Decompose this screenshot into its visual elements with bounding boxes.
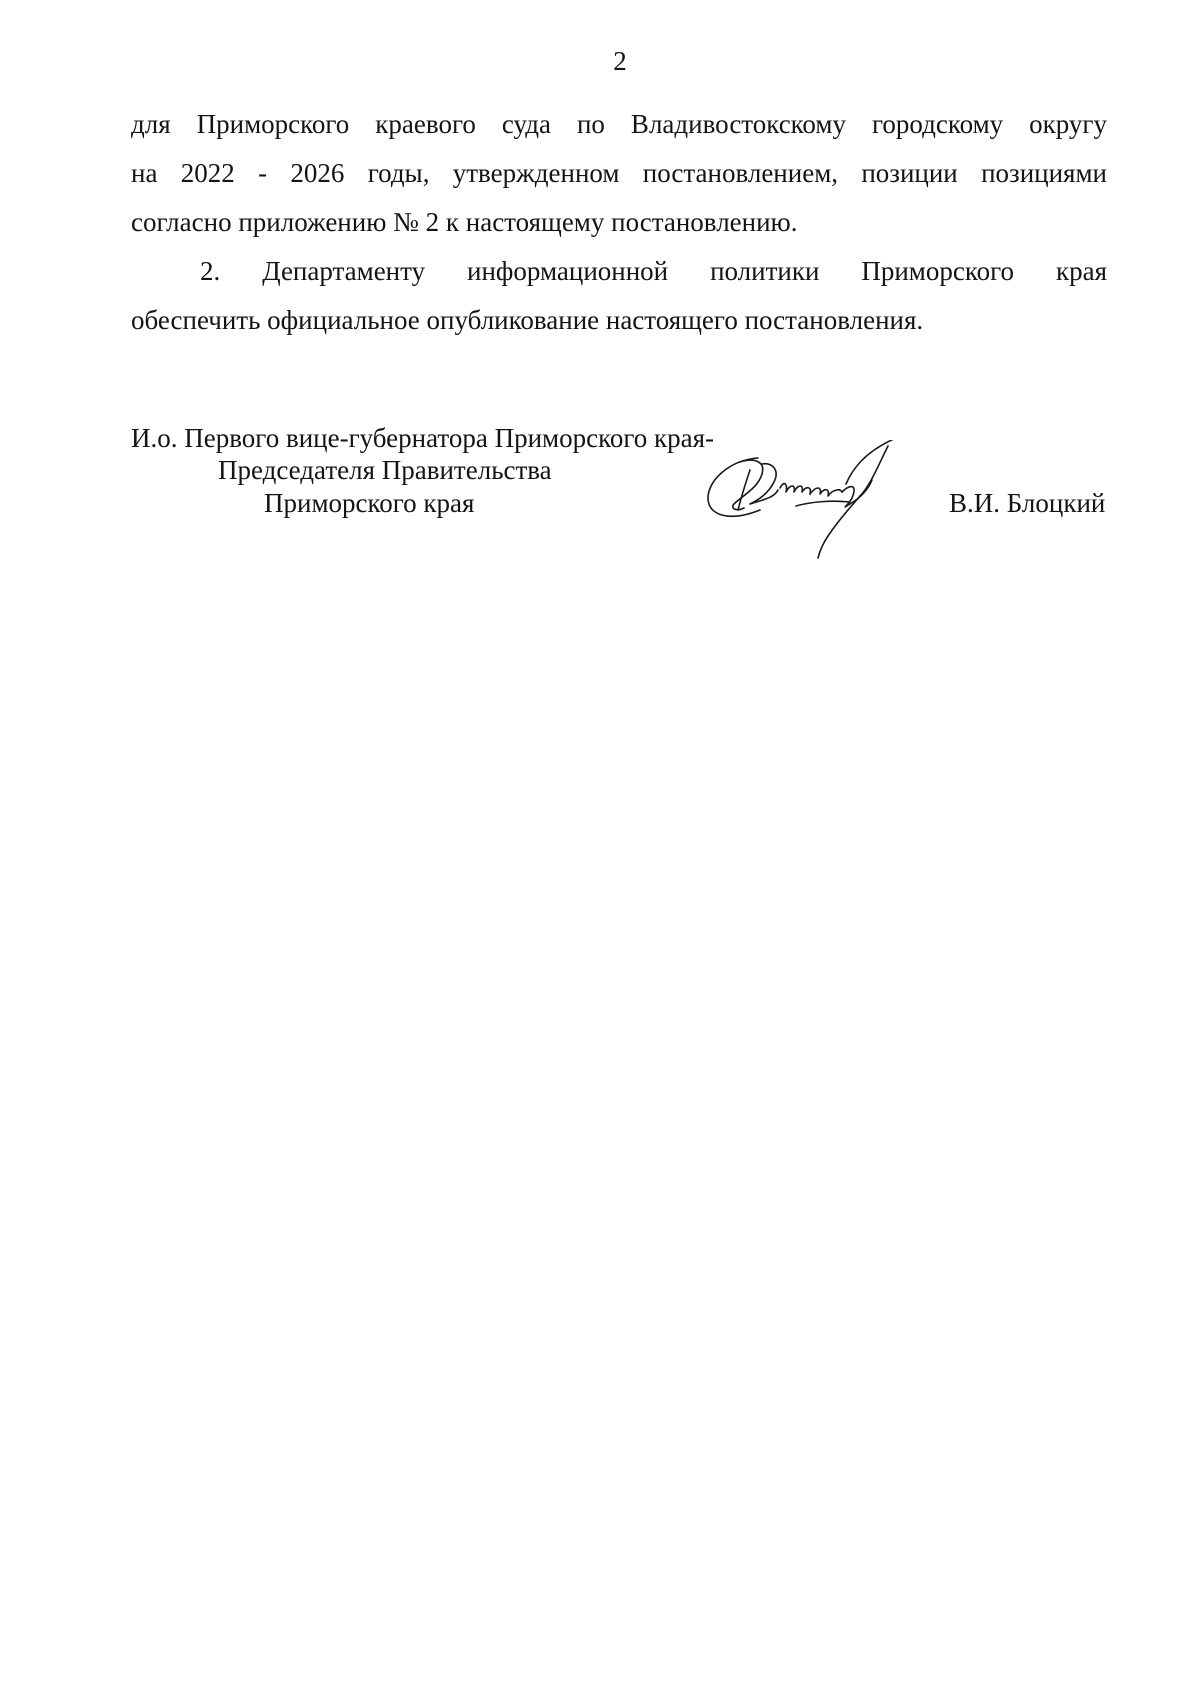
paragraph-line: 2. Департаменту информационной политики Приморского края: [200, 256, 1107, 286]
signer-title-line: Приморского края: [264, 488, 475, 518]
paragraph-line: согласно приложению № 2 к настоящему постановлению.: [131, 207, 798, 237]
paragraph-line: обеспечить официальное опубликование настоящего постановления.: [131, 305, 924, 335]
page-number: 2: [613, 46, 627, 76]
signer-title-line: И.о. Первого вице-губернатора Приморского края-: [131, 423, 714, 453]
paragraph-line: на 2022 - 2026 годы, утвержденном постановлением, позиции позициями: [131, 158, 1107, 188]
signer-name: В.И. Блоцкий: [949, 488, 1106, 518]
signer-title-line: Председателя Правительства: [218, 455, 552, 485]
handwritten-signature-icon: [700, 440, 910, 560]
paragraph-line: для Приморского краевого суда по Владивостокскому городскому округу: [131, 109, 1107, 139]
